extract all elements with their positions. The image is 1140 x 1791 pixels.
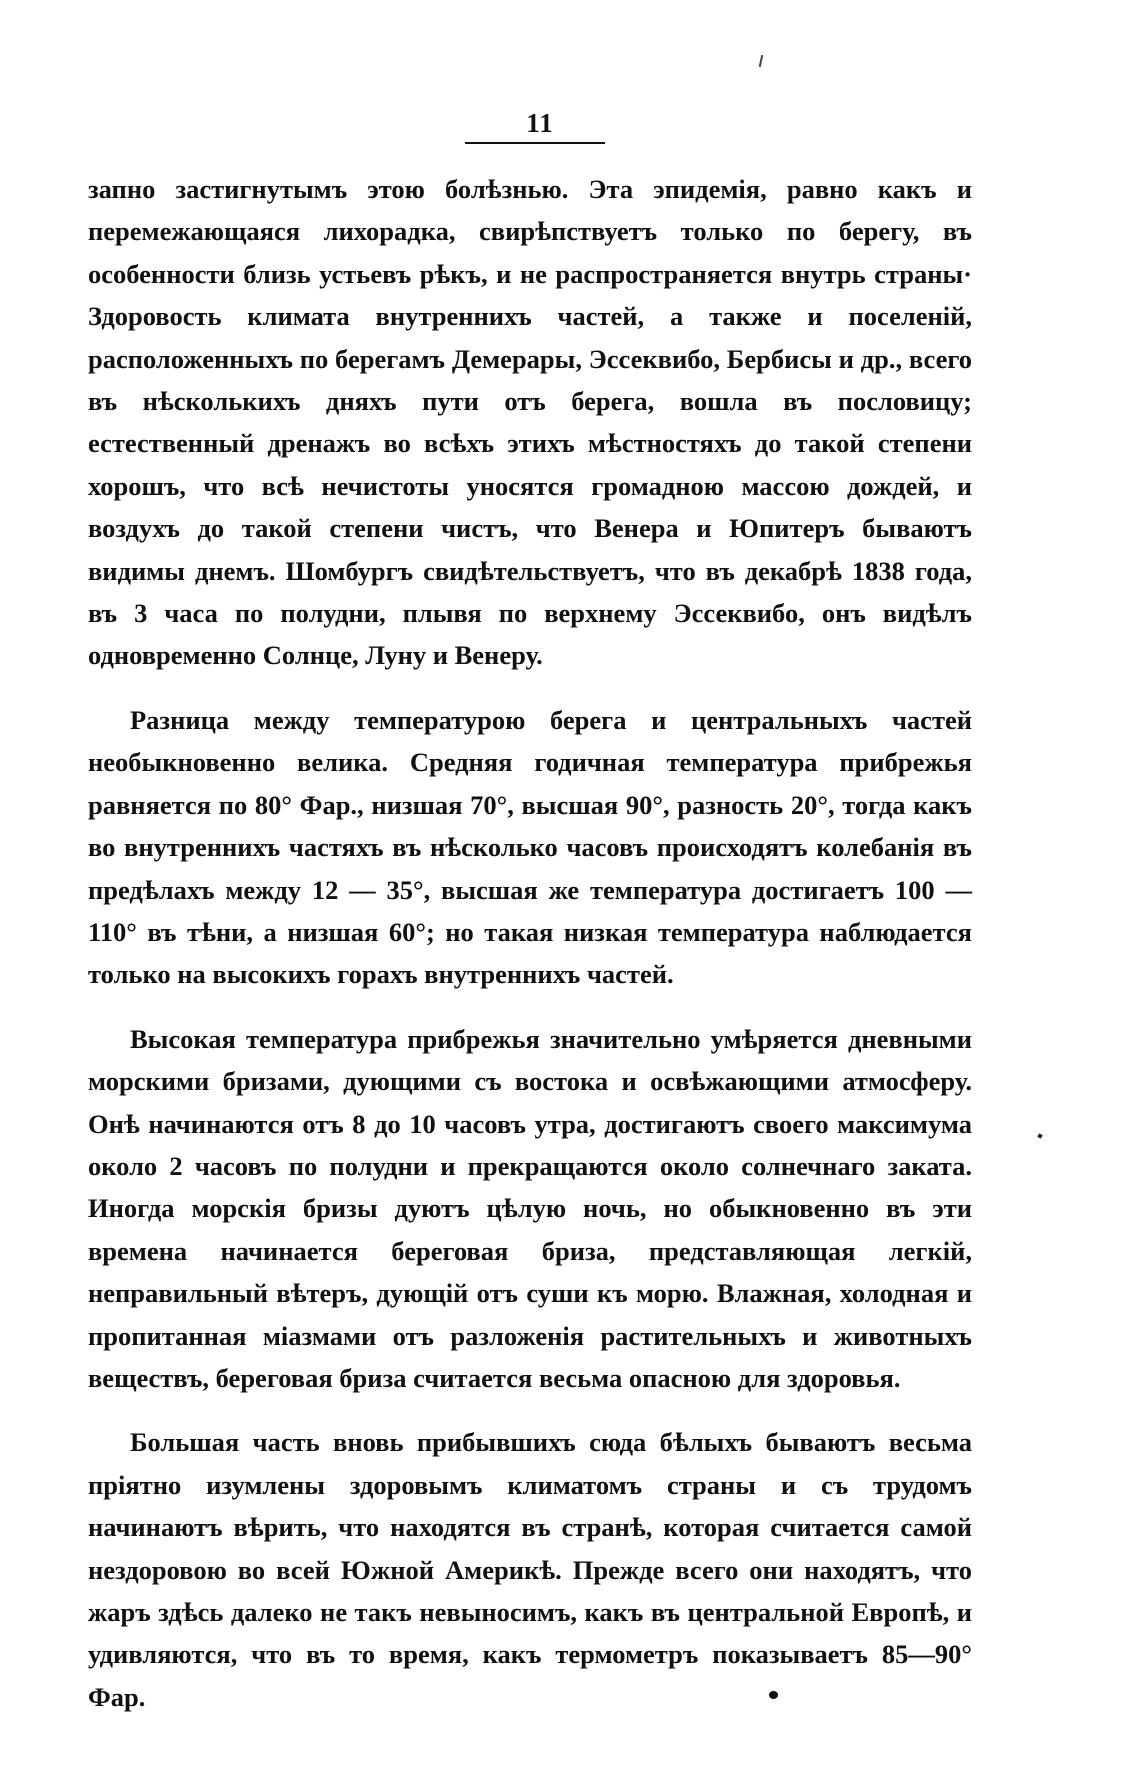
paragraph-newcomers: Большая часть вновь прибывшихъ сюда бѣлыхъ бываютъ весьма пріятно изумлены здоровымъ климатомъ страны и съ трудомъ начинаютъ вѣрить, что находятся въ странѣ, которая считается самой нездоровою во всей Южной Америкѣ. Прежде всего они находятъ, что жаръ здѣсь далеко не такъ невыносимъ, какъ въ центральной Европѣ, и удивляются, что въ то время, какъ термометръ показываетъ 85—90° Фар.: [88, 1427, 972, 1712]
print-speck: [759, 55, 763, 67]
page-number: 11: [526, 108, 554, 138]
print-speck: [1037, 1133, 1043, 1139]
paragraph-temperature-difference: Разница между температурою берега и центральныхъ частей необыкновенно велика. Средняя годичная температура прибрежья равняется по 80° Фар., низшая 70°, высшая 90°, разность 20°, тогда какъ во внутреннихъ частяхъ въ нѣсколько часовъ происходятъ колебанія въ предѣлахъ между 12 — 35°, высшая же температура достигаетъ 100 — 110° въ тѣни, а низшая 60°; но такая низкая температура наблюдается только на высокихъ горахъ внутреннихъ частей.: [88, 704, 972, 990]
page-number-rule: [465, 142, 605, 144]
paragraph-continued: запно застигнутымъ этою болѣзнью. Эта эпидемія, равно какъ и перемежающаяся лихорадка, свирѣпствуетъ только по берегу, въ особенности близь устьевъ рѣкъ, и не распространяется внутрь страны· Здоровость климата внутреннихъ частей, а также и поселеній, расположенныхъ по берегамъ Демерары, Эссеквибо, Бербисы и др., всего въ нѣсколькихъ дняхъ пути отъ берега, вошла въ пословицу; естественный дренажъ во всѣхъ этихъ мѣстностяхъ до такой степени хорошъ, что всѣ нечистоты уносятся громадною массою дождей, и воздухъ до такой степени чистъ, что Венера и Юпитеръ бываютъ видимы днемъ. Шомбургъ свидѣтельствуетъ, что въ декабрѣ 1838 года, въ 3 часа по полудни, плывя по верхнему Эссеквибо, онъ видѣлъ одновременно Солнце, Луну и Венеру.: [88, 174, 972, 671]
ink-dot: [769, 1691, 778, 1699]
body-text: [88, 168, 972, 1740]
paragraph-sea-breezes: Высокая температура прибрежья значительно умѣряется дневными морскими бризами, дующими съ востока и освѣжающими атмосферу. Онѣ начинаются отъ 8 до 10 часовъ утра, достигаютъ своего максимума около 2 часовъ по полудни и прекращаются около солнечнаго заката. Иногда морскія бризы дуютъ цѣлую ночь, но обыкновенно въ эти времена начинается береговая бриза, представляющая легкій, неправильный вѣтеръ, дующій отъ суши къ морю. Влажная, холодная и пропитанная міазмами отъ разложенія растительныхъ и животныхъ веществъ, береговая бриза считается весьма опасною для здоровья.: [88, 1023, 972, 1393]
